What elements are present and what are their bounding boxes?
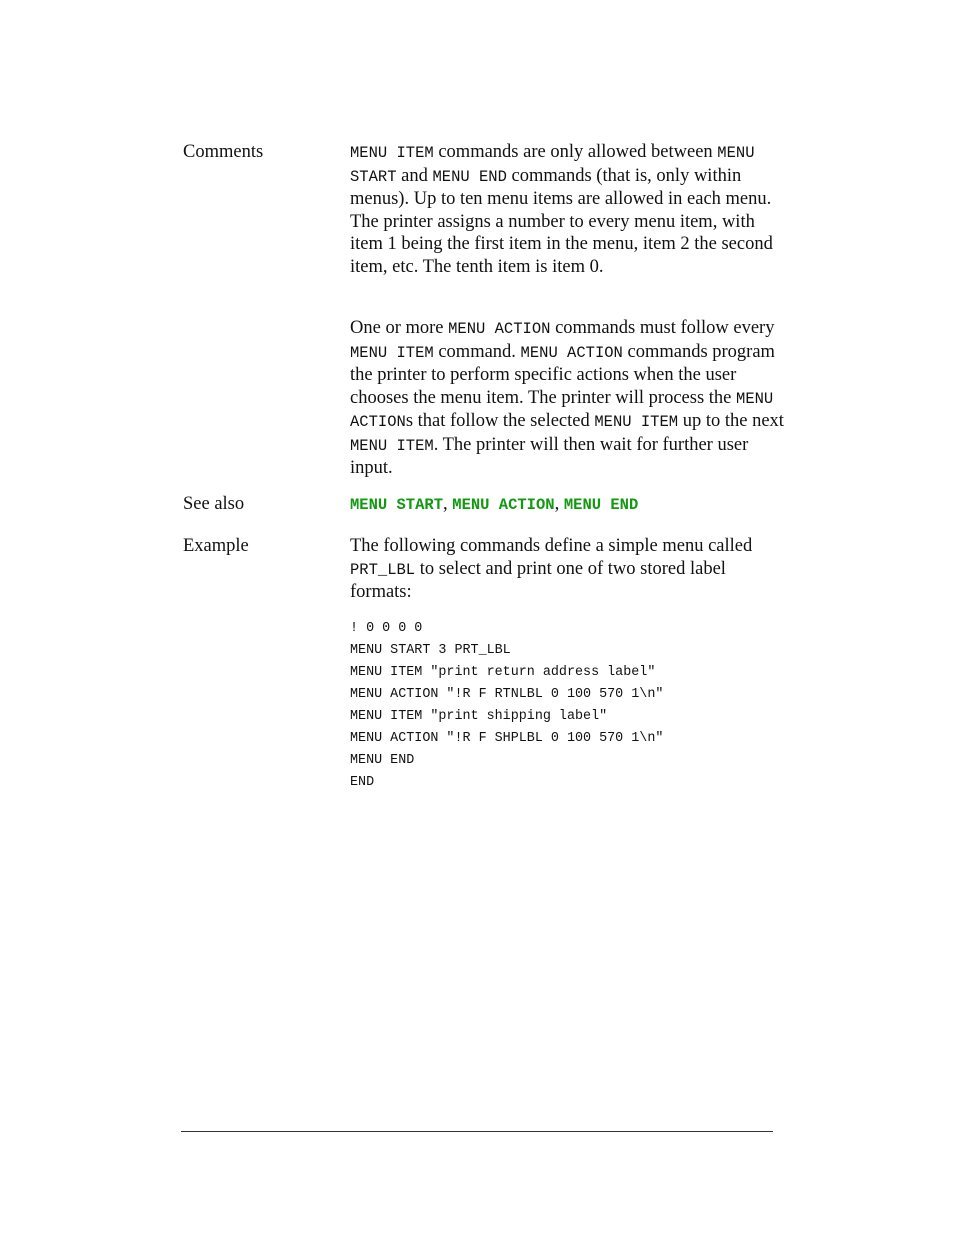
code-example: [350, 618, 663, 794]
code-term: PRT_LBL: [350, 560, 416, 579]
text-run: to select and print one of two stored label formats:: [350, 558, 726, 602]
text-run: commands (that is, only within menus). Up to ten menu items are allowed in each menu. The printer assigns a number to every menu item, with item 1 being the first item in the menu, item 2 the second item, etc. The tenth item is item 0.: [350, 165, 773, 277]
code-line: MENU ITEM "print return address label": [350, 665, 656, 680]
code-line: END: [350, 775, 375, 790]
link-menu-end[interactable]: MENU END: [563, 496, 639, 514]
link-menu-start[interactable]: MENU START: [350, 496, 444, 514]
code-term: MENU END: [432, 167, 507, 186]
text-run: commands are only allowed between: [433, 142, 718, 162]
text-run: up to the next: [678, 411, 784, 431]
code-term: MENU ITEM: [350, 343, 434, 362]
text-run: s that follow the selected: [405, 411, 595, 431]
link-menu-action[interactable]: MENU ACTION: [452, 496, 555, 514]
comments-label: Comments: [183, 142, 264, 162]
code-term: MENU ITEM: [350, 436, 434, 455]
example-intro: [350, 535, 790, 604]
code-term: MENU ACTION: [448, 320, 551, 338]
see-also-label: See also: [183, 494, 245, 514]
text-run: One or more: [350, 318, 449, 338]
text-run: The following commands define a simple menu called: [350, 536, 753, 556]
code-term: MENU ACTION: [520, 343, 623, 362]
code-line: ! 0 0 0 0: [350, 621, 423, 636]
code-term: MENU ACTION: [350, 389, 774, 431]
example-label: Example: [183, 536, 249, 556]
text-run: commands must follow every: [550, 318, 775, 338]
link-separator: ,: [554, 494, 564, 514]
text-run: commands program the printer to perform specific actions when the user chooses the menu item. The printer will process the: [350, 341, 775, 408]
text-run: . The printer will then wait for further user input.: [350, 434, 749, 478]
code-line: MENU END: [350, 753, 415, 768]
code-line: MENU START 3 PRT_LBL: [350, 643, 511, 658]
comments-paragraph-2: [350, 317, 790, 480]
code-term: MENU START: [350, 144, 755, 186]
code-line: MENU ACTION "!R F SHPLBL 0 100 570 1\n": [350, 731, 664, 746]
comments-section: [350, 141, 790, 278]
text-run: command.: [433, 341, 521, 362]
text-run: and: [396, 165, 433, 186]
code-term: MENU ITEM: [350, 144, 434, 162]
code-line: MENU ITEM "print shipping label": [350, 709, 608, 724]
see-also-links: [350, 493, 790, 517]
link-separator: ,: [443, 494, 453, 514]
code-line: MENU ACTION "!R F RTNLBL 0 100 570 1\n": [350, 687, 664, 702]
comments-paragraph-1: [350, 141, 790, 278]
code-term: MENU ITEM: [594, 413, 679, 431]
comments-section-2: [350, 317, 790, 480]
footer-rule: [181, 1131, 773, 1132]
